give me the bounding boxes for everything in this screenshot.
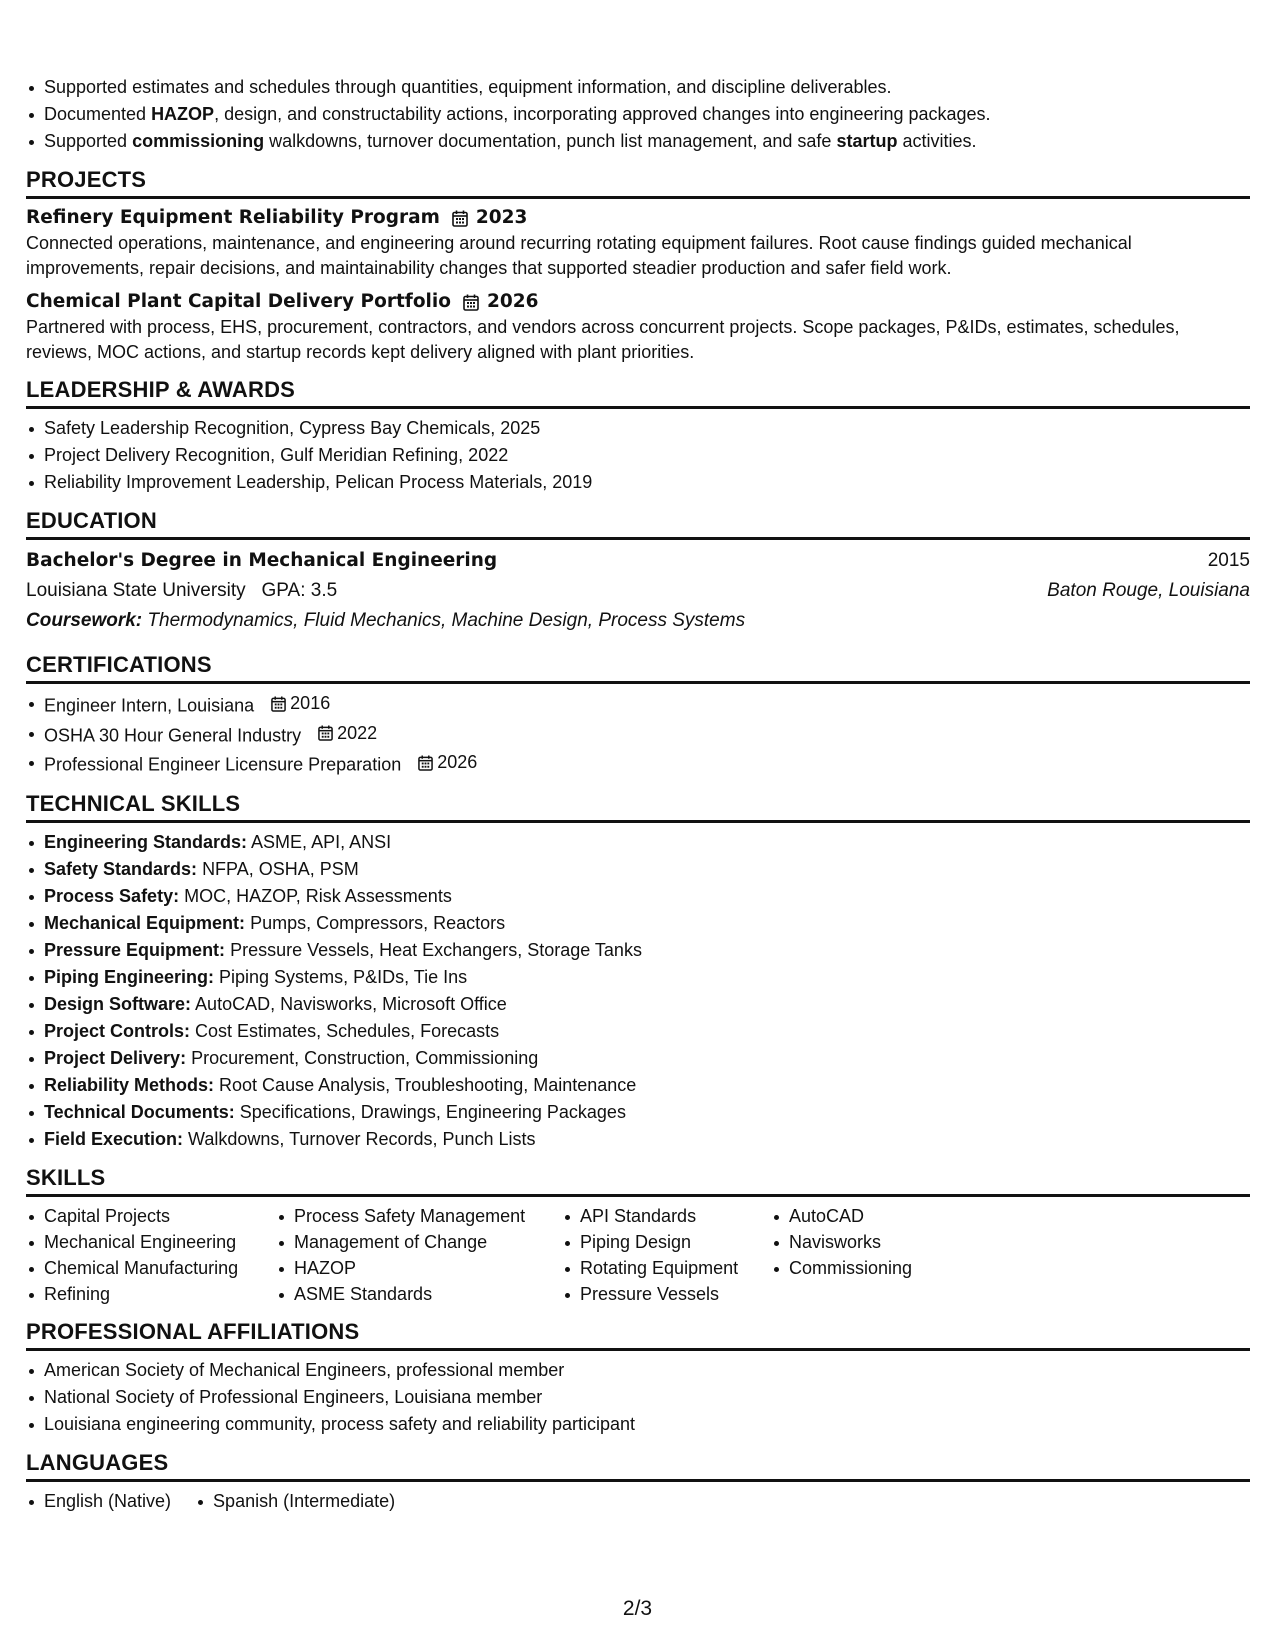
project-year: 2023: [475, 207, 528, 228]
skill-label: Project Controls:: [44, 1020, 191, 1041]
section-heading: PROFESSIONAL AFFILIATIONS: [26, 1319, 1250, 1351]
skill-item: ASME Standards: [276, 1281, 562, 1307]
skill-item: Capital Projects: [26, 1203, 276, 1229]
certification-name: Engineer Intern, Louisiana: [44, 695, 255, 716]
technical-skill-item: [26, 910, 1250, 937]
education-school-row: [26, 576, 1250, 606]
certification-name: Professional Engineer Licensure Preparation: [44, 754, 402, 775]
certification-item: [26, 749, 1250, 779]
calendar-icon: [463, 294, 479, 311]
project-description: Partnered with process, EHS, procurement, contractors, and vendors across concurrent projects. Scope packages, P&IDs, estimates, schedules, reviews, MOC actions, and startup records kept delivery aligned with plant priorities.: [26, 317, 1180, 362]
skill-value: MOC, HAZOP, Risk Assessments: [184, 885, 452, 906]
skill-value: Pumps, Compressors, Reactors: [250, 912, 506, 933]
leadership-section: [26, 377, 1250, 496]
skill-value: Root Cause Analysis, Troubleshooting, Maintenance: [219, 1074, 637, 1095]
affiliations-section: [26, 1319, 1250, 1438]
experience-bullets: [26, 74, 1250, 155]
skill-item: Management of Change: [276, 1229, 562, 1255]
skill-item: Refining: [26, 1281, 276, 1307]
skills-section: [26, 1165, 1250, 1307]
coursework: [26, 606, 1250, 636]
skill-label: Mechanical Equipment:: [44, 912, 246, 933]
skill-value: Specifications, Drawings, Engineering Packages: [239, 1101, 626, 1122]
skill-item: Chemical Manufacturing: [26, 1255, 276, 1281]
skill-item: Mechanical Engineering: [26, 1229, 276, 1255]
certification-year: 2016: [290, 693, 331, 713]
skill-item: Commissioning: [771, 1255, 971, 1281]
calendar-icon: [452, 210, 468, 227]
skill-label: Pressure Equipment:: [44, 939, 226, 960]
certification-date: [318, 720, 377, 747]
technical-skill-item: [26, 991, 1250, 1018]
certification-year: 2026: [437, 752, 478, 772]
education-section: [26, 508, 1250, 636]
skill-value: Procurement, Construction, Commissioning: [191, 1047, 539, 1068]
skills-column: [562, 1203, 771, 1307]
skills-column: [26, 1203, 276, 1307]
skill-value: Pressure Vessels, Heat Exchangers, Storage Tanks: [230, 939, 642, 960]
project-date: [463, 289, 539, 315]
school-name: Louisiana State University: [26, 580, 246, 601]
certification-year: 2022: [337, 722, 378, 743]
section-heading: LANGUAGES: [26, 1450, 1250, 1482]
experience-bullet: Supported commissioning walkdowns, turnover documentation, punch list management, and safe startup activities.: [26, 128, 1250, 155]
project-title: [26, 205, 1250, 231]
affiliations-list: [26, 1357, 1250, 1438]
technical-skill-item: [26, 1099, 1250, 1126]
projects-section: [26, 167, 1250, 365]
list-item: Louisiana engineering community, process safety and reliability participant: [26, 1411, 1250, 1438]
calendar-icon: [418, 755, 433, 771]
school-location: Baton Rouge, Louisiana: [1047, 580, 1250, 601]
technical-skills-section: [26, 791, 1250, 1153]
list-item: Safety Leadership Recognition, Cypress Bay Chemicals, 2025: [26, 415, 1250, 442]
skill-item: Pressure Vessels: [562, 1281, 771, 1307]
technical-skill-item: [26, 1045, 1250, 1072]
skill-label: Piping Engineering:: [44, 966, 214, 987]
technical-skills-list: [26, 829, 1250, 1153]
technical-skill-item: [26, 1018, 1250, 1045]
section-heading: EDUCATION: [26, 508, 1250, 540]
technical-skill-item: [26, 856, 1250, 883]
skill-item: Rotating Equipment: [562, 1255, 771, 1281]
skill-value: AutoCAD, Navisworks, Microsoft Office: [195, 993, 507, 1014]
calendar-icon: [318, 725, 333, 741]
project-title: [26, 289, 1250, 315]
section-heading: TECHNICAL SKILLS: [26, 791, 1250, 823]
certification-item: [26, 690, 1250, 720]
degree: Bachelor's Degree in Mechanical Engineering: [26, 550, 498, 571]
list-item: American Society of Mechanical Engineers, professional member: [26, 1357, 1250, 1384]
skill-label: Safety Standards:: [44, 858, 198, 879]
languages-section: [26, 1450, 1250, 1515]
skill-label: Design Software:: [44, 993, 192, 1014]
coursework-list: Thermodynamics, Fluid Mechanics, Machine Design, Process Systems: [147, 610, 746, 631]
skill-item: Navisworks: [771, 1229, 971, 1255]
skill-item: AutoCAD: [771, 1203, 971, 1229]
technical-skill-item: [26, 883, 1250, 910]
leadership-list: [26, 415, 1250, 496]
technical-skill-item: [26, 1126, 1250, 1153]
experience-bullet: Documented HAZOP, design, and constructability actions, incorporating approved changes into engineering packages.: [26, 101, 1250, 128]
education-degree-row: [26, 546, 1250, 576]
language-item: English (Native): [26, 1488, 171, 1515]
graduation-year: 2015: [1207, 550, 1250, 571]
skills-column: [771, 1203, 971, 1307]
experience-bullet: Supported estimates and schedules through quantities, equipment information, and discipline deliverables.: [26, 74, 1250, 101]
school: [26, 576, 337, 606]
skill-label: Technical Documents:: [44, 1101, 235, 1122]
page-number: 2/3: [622, 1597, 653, 1620]
section-heading: SKILLS: [26, 1165, 1250, 1197]
skill-value: Cost Estimates, Schedules, Forecasts: [195, 1020, 500, 1041]
skill-item: API Standards: [562, 1203, 771, 1229]
certification-name: OSHA 30 Hour General Industry: [44, 725, 302, 745]
project-name: Refinery Equipment Reliability Program: [26, 207, 440, 228]
project-description: Connected operations, maintenance, and engineering around recurring rotating equipment failures. Root cause findings guided mechanical improvements, repair decisions, and maintainability changes that supported steadier production and safer field work.: [26, 233, 1132, 278]
technical-skill-item: [26, 937, 1250, 964]
skill-label: Reliability Methods:: [44, 1074, 215, 1095]
section-heading: PROJECTS: [26, 167, 1250, 199]
skill-label: Project Delivery:: [44, 1047, 187, 1068]
certification-date: [271, 690, 330, 717]
list-item: Reliability Improvement Leadership, Pelican Process Materials, 2019: [26, 469, 1250, 496]
certifications-section: [26, 652, 1250, 779]
calendar-icon: [271, 696, 286, 712]
section-heading: CERTIFICATIONS: [26, 652, 1250, 684]
skills-column: [276, 1203, 562, 1307]
technical-skill-item: [26, 829, 1250, 856]
project-year: 2026: [486, 291, 539, 312]
language-item: Spanish (Intermediate): [195, 1488, 395, 1515]
skill-item: Piping Design: [562, 1229, 771, 1255]
certification-date: [418, 749, 477, 776]
certification-item: [26, 720, 1250, 750]
skill-label: Process Safety:: [44, 885, 180, 906]
skill-label: Field Execution:: [44, 1128, 184, 1149]
certifications-list: [26, 690, 1250, 779]
technical-skill-item: [26, 964, 1250, 991]
skill-value: Piping Systems, P&IDs, Tie Ins: [219, 966, 468, 987]
list-item: National Society of Professional Engineers, Louisiana member: [26, 1384, 1250, 1411]
technical-skill-item: [26, 1072, 1250, 1099]
skill-value: NFPA, OSHA, PSM: [202, 858, 359, 879]
skill-item: Process Safety Management: [276, 1203, 562, 1229]
skills-grid: [26, 1203, 1250, 1307]
project-name: Chemical Plant Capital Delivery Portfolio: [26, 291, 451, 312]
languages-list: [26, 1488, 1250, 1515]
skill-label: Engineering Standards:: [44, 831, 248, 852]
skill-item: HAZOP: [276, 1255, 562, 1281]
resume-page: [26, 74, 1250, 1515]
coursework-label: Coursework:: [26, 610, 143, 631]
list-item: Project Delivery Recognition, Gulf Meridian Refining, 2022: [26, 442, 1250, 469]
skill-value: ASME, API, ANSI: [251, 831, 392, 852]
section-heading: LEADERSHIP & AWARDS: [26, 377, 1250, 409]
gpa: GPA: 3.5: [261, 580, 338, 601]
skill-value: Walkdowns, Turnover Records, Punch Lists: [188, 1128, 536, 1149]
project-date: [452, 205, 528, 231]
